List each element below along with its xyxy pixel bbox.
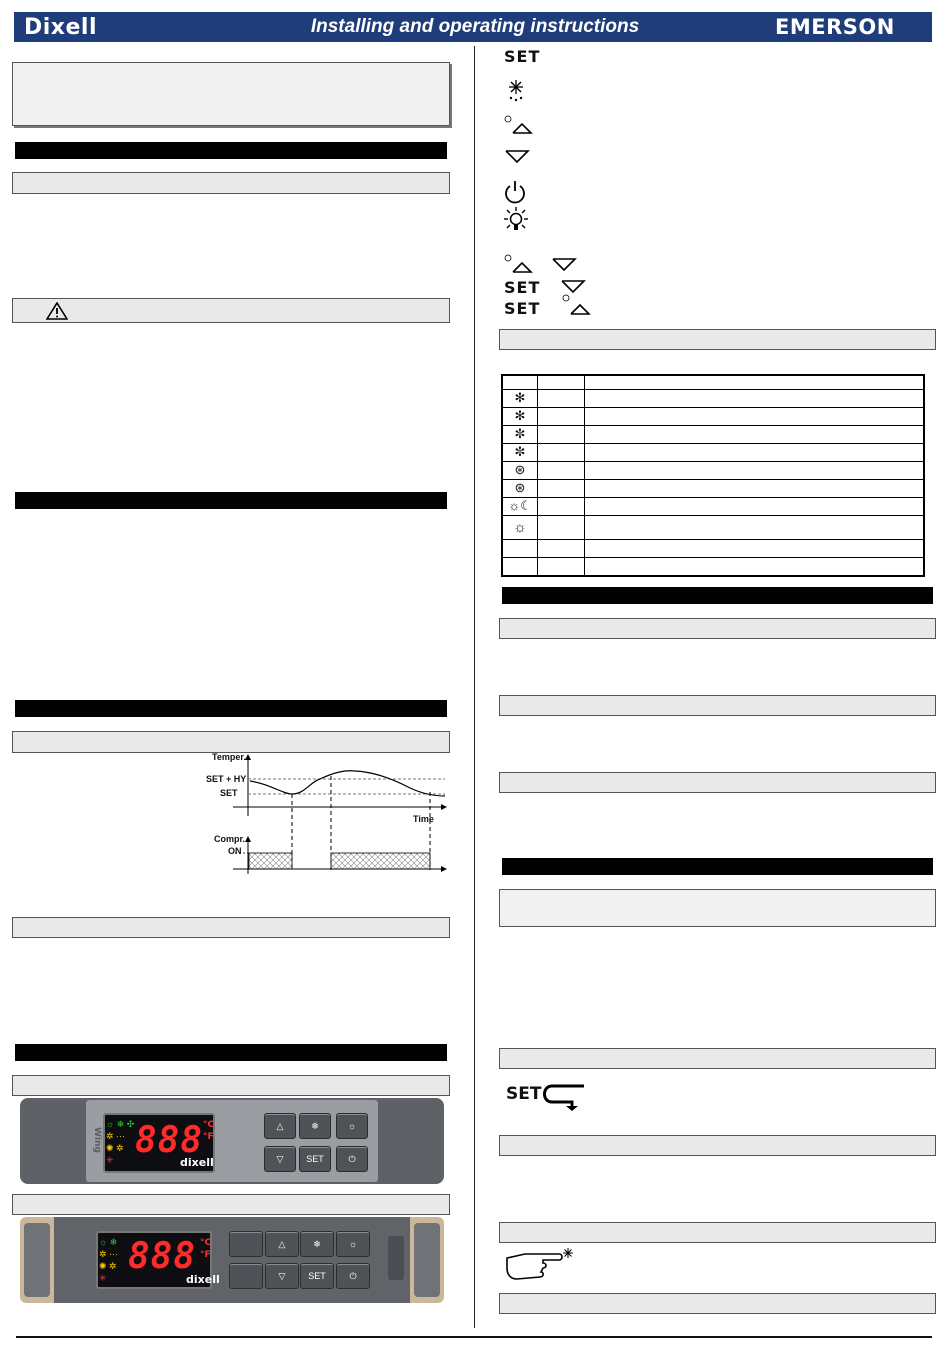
snowflake-icon: ✻ — [502, 389, 538, 407]
section-bar-3 — [15, 700, 447, 717]
down-button-2[interactable]: ▽ — [265, 1263, 299, 1289]
power-button-1[interactable]: ⏻ — [336, 1146, 368, 1172]
subsection-bar-regulation — [12, 731, 450, 753]
chart-xlabel: Time — [413, 814, 434, 824]
table-row — [502, 557, 924, 576]
up-button-2[interactable]: △ — [265, 1231, 299, 1257]
subsection-bar-1 — [12, 172, 450, 194]
front-panel-1 — [20, 1098, 444, 1184]
defrost-icon — [505, 78, 527, 102]
subsection-bar-leds — [499, 329, 936, 350]
front-panel-2 — [20, 1217, 444, 1303]
table-row — [502, 443, 924, 461]
chart-marker-set: SET — [220, 788, 238, 798]
set-hold-label: SET — [506, 1084, 542, 1104]
blank-button-top[interactable] — [229, 1231, 263, 1257]
section-bar-5 — [502, 587, 933, 604]
document-title: Installing and operating instructions — [310, 16, 640, 37]
subsection-bar-r7 — [499, 1293, 936, 1314]
brand-dixell: Dixell — [24, 15, 97, 40]
press-hold-arrow-icon — [538, 1080, 588, 1112]
table-row — [502, 479, 924, 497]
energy-saving-icon: ☼☾ — [502, 497, 538, 515]
defrost-button-2[interactable]: ❄ — [300, 1231, 334, 1257]
subsection-bar-r1 — [499, 618, 936, 639]
blank-button-bottom[interactable] — [229, 1263, 263, 1289]
subsection-bar-defrost — [12, 917, 450, 938]
led-indicators-1: ☼ ❄ ✣ ✲ ··· ✺ ✲ ✳ — [106, 1119, 135, 1165]
warning-bar — [12, 298, 450, 323]
defrost-icon: ✼ — [502, 443, 538, 461]
compressor-on-block-2 — [331, 853, 430, 869]
chart-marker-set-hy: SET + HY — [206, 774, 247, 784]
chart-lower-ylabel: Compr. — [214, 834, 246, 844]
subsection-bar-r4 — [499, 1048, 936, 1069]
up-down-combo-icon — [503, 254, 585, 274]
unit-c-2: °C — [200, 1238, 212, 1248]
unit-c-1: °C — [203, 1120, 215, 1130]
alarm-icon: ⊛ — [502, 461, 538, 479]
light-icon — [503, 206, 531, 234]
fan-icon: ⊛ — [502, 479, 538, 497]
set-button-2[interactable]: SET — [300, 1263, 334, 1289]
chart-lower-marker: ON — [228, 846, 242, 856]
brand-emerson: EMERSON — [775, 15, 895, 39]
section-bar-6 — [502, 858, 933, 875]
table-row — [502, 539, 924, 557]
subsection-bar-panel-2 — [12, 1194, 450, 1215]
panel-side-text: Wing — [91, 1127, 102, 1153]
footer-rule — [16, 1336, 932, 1338]
down-arrow-icon — [503, 148, 531, 164]
set-down-combo-label: SET — [504, 278, 541, 297]
note-box-right — [499, 889, 936, 927]
display-digits-1: 888 — [135, 1120, 204, 1161]
pointing-hand-icon — [503, 1246, 575, 1284]
down-button-1[interactable]: ▽ — [264, 1146, 296, 1172]
table-row — [502, 407, 924, 425]
power-icon — [503, 180, 527, 204]
panel-slot — [388, 1236, 404, 1280]
intro-note-box — [12, 62, 450, 126]
chart-ylabel: Temper. — [212, 752, 246, 762]
light-button-1[interactable]: ☼ — [336, 1113, 368, 1139]
subsection-bar-r3 — [499, 772, 936, 793]
section-bar-2 — [15, 492, 447, 509]
subsection-bar-r2 — [499, 695, 936, 716]
subsection-bar-r5 — [499, 1135, 936, 1156]
table-row — [502, 425, 924, 443]
warning-icon — [46, 302, 68, 320]
table-row — [502, 461, 924, 479]
table-row — [502, 515, 924, 539]
table-row — [502, 389, 924, 407]
up-button-1[interactable]: △ — [264, 1113, 296, 1139]
subsection-bar-r6 — [499, 1222, 936, 1243]
compressor-on-block-1 — [249, 853, 292, 869]
temperature-curve — [250, 771, 445, 796]
section-bar-4 — [15, 1044, 447, 1061]
set-up-combo-label: SET — [504, 299, 541, 318]
subsection-bar-panel-1 — [12, 1075, 450, 1096]
column-divider — [474, 46, 475, 1328]
section-bar-1 — [15, 142, 447, 159]
panel-logo-2: dixell — [186, 1273, 220, 1286]
power-button-2[interactable]: ⏻ — [336, 1263, 370, 1289]
defrost-icon: ✼ — [502, 425, 538, 443]
table-row — [502, 497, 924, 515]
set-key-label: SET — [504, 47, 541, 66]
set-button-1[interactable]: SET — [299, 1146, 331, 1172]
unit-f-1: °F — [203, 1132, 214, 1142]
snowflake-icon: ✻ — [502, 407, 538, 425]
up-arrow-icon — [503, 115, 533, 135]
light-button-2[interactable]: ☼ — [336, 1231, 370, 1257]
defrost-button-1[interactable]: ❄ — [299, 1113, 331, 1139]
led-indicators-2: ☼ ❄ ✲ ··· ✺ ✲ ✳ — [99, 1237, 119, 1283]
led-table — [501, 374, 925, 577]
panel-logo-1: dixell — [180, 1156, 214, 1169]
unit-f-2: °F — [200, 1250, 211, 1260]
display-digits-2: 888 — [128, 1236, 197, 1277]
light-icon: ☼ — [502, 515, 538, 539]
set-up-combo-icon — [561, 294, 591, 316]
